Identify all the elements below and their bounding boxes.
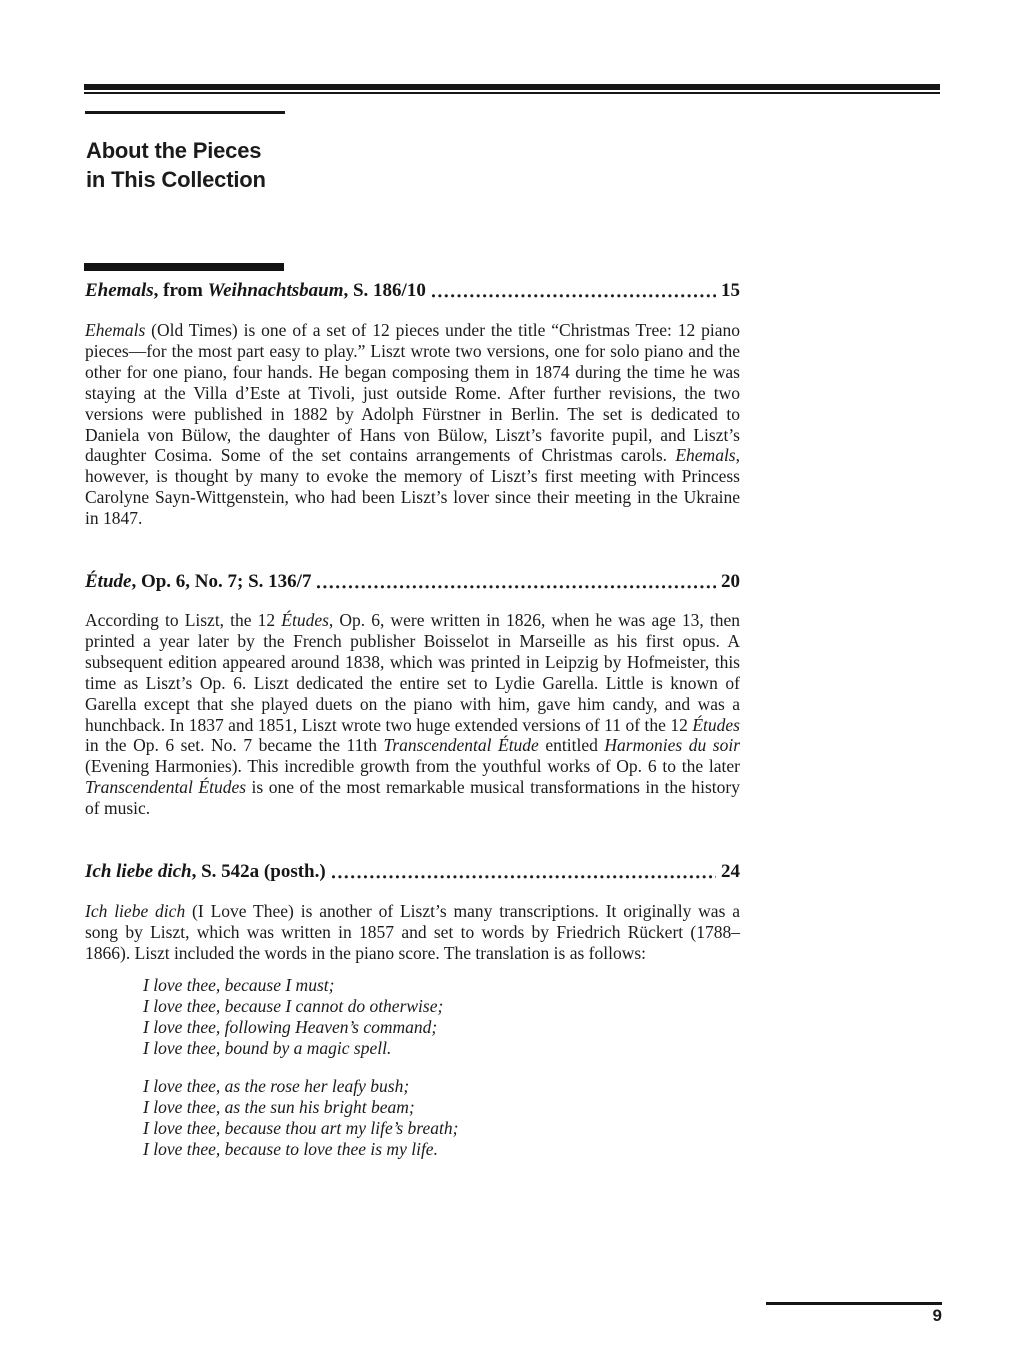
paragraph-etude: According to Liszt, the 12 Études, Op. 6, were written in 1826, when he was age 13, then printed a year later by the French publisher Boisselot in Marseille as his first opus. A subsequent edition appeared around 1838, which was printed in Leipzig by Hofmeister, this time as Liszt’s Op. 6. Liszt dedicated the entire set to Lydie Garella. Little is known of Garella except that she played duets on the piano with him, gave him candy, and was a hunchback. In 1837 and 1851, Liszt wrote two huge extended versions of 11 of the 12 Études in the Op. 6 set. No. 7 became the 11th Transcendental Étude entitled Harmonies du soir (Evening Harmonies). This incredible growth from the youthful works of Op. 6 to the later Transcendental Études is one of the most remarkable musical transformations in the history of music. xyxy=(85,610,741,819)
toc-entry-title: Étude, Op. 6, No. 7; S. 136/7 xyxy=(85,571,312,592)
toc-entry-title: Ehemals, from Weihnachtsbaum, S. 186/10 xyxy=(85,280,426,301)
poem-line: I love thee, because I must; xyxy=(143,975,335,995)
poem-stanza-1 xyxy=(143,975,663,1059)
dotted-leader xyxy=(332,869,716,879)
poem-line: I love thee, as the rose her leafy bush; xyxy=(143,1076,410,1096)
toc-entry-ich-liebe-dich xyxy=(85,860,740,883)
poem-line: I love thee, following Heaven’s command; xyxy=(143,1017,438,1037)
toc-entry-title: Ich liebe dich, S. 542a (posth.) xyxy=(85,861,326,882)
toc-entry-etude xyxy=(85,570,740,593)
poem-line: I love thee, bound by a magic spell. xyxy=(143,1038,392,1058)
poem-line: I love thee, because thou art my life’s breath; xyxy=(143,1118,459,1138)
paragraph-ehemals: Ehemals (Old Times) is one of a set of 12 pieces under the title “Christmas Tree: 12 piano pieces—for the most part easy to play.” Liszt wrote two versions, one for solo piano and the other for one piano, four hands. He began composing them in 1874 during the time he was staying at the Villa d’Este at Tivoli, just outside Rome. After further revisions, the two versions were published in 1882 by Adolph Fürstner in Berlin. The set is dedicated to Daniela von Bülow, the daughter of Hans von Bülow, Liszt’s favorite pupil, and Liszt’s daughter Cosima. Some of the set contains arrangements of Christmas carols. Ehemals, however, is thought by many to evoke the memory of Liszt’s first meeting with Princess Carolyne Sayn-Wittgenstein, who had been Liszt’s lover since their meeting in the Ukraine in 1847. xyxy=(85,320,740,529)
toc-page-ref: 20 xyxy=(721,571,740,592)
dotted-leader xyxy=(432,288,716,298)
title-rule xyxy=(85,111,285,114)
footer-rule xyxy=(766,1302,942,1305)
poem-translation xyxy=(143,975,663,1160)
top-rule-thin xyxy=(84,92,940,94)
page-title-line1: About the Pieces xyxy=(86,138,262,163)
paragraph-ich-liebe-dich: Ich liebe dich (I Love Thee) is another of Liszt’s many transcriptions. It originally was a song by Liszt, which was written in 1857 and set to words by Friedrich Rückert (1788–1866). Liszt included the words in the piano score. The translation is as follows: xyxy=(85,901,741,963)
dotted-leader xyxy=(317,579,716,589)
poem-stanza-2 xyxy=(143,1076,663,1160)
toc-page-ref: 24 xyxy=(721,861,740,882)
section-heading-bar xyxy=(84,263,284,271)
toc-page-ref: 15 xyxy=(721,280,740,301)
page-title xyxy=(86,136,266,194)
poem-line: I love thee, as the sun his bright beam; xyxy=(143,1097,415,1117)
toc-entry-ehemals xyxy=(85,279,740,302)
poem-line: I love thee, because to love thee is my life. xyxy=(143,1139,438,1159)
page-number: 9 xyxy=(932,1306,942,1325)
page-title-line2: in This Collection xyxy=(86,167,266,192)
poem-line: I love thee, because I cannot do otherwise; xyxy=(143,996,444,1016)
top-double-rule xyxy=(84,84,940,94)
